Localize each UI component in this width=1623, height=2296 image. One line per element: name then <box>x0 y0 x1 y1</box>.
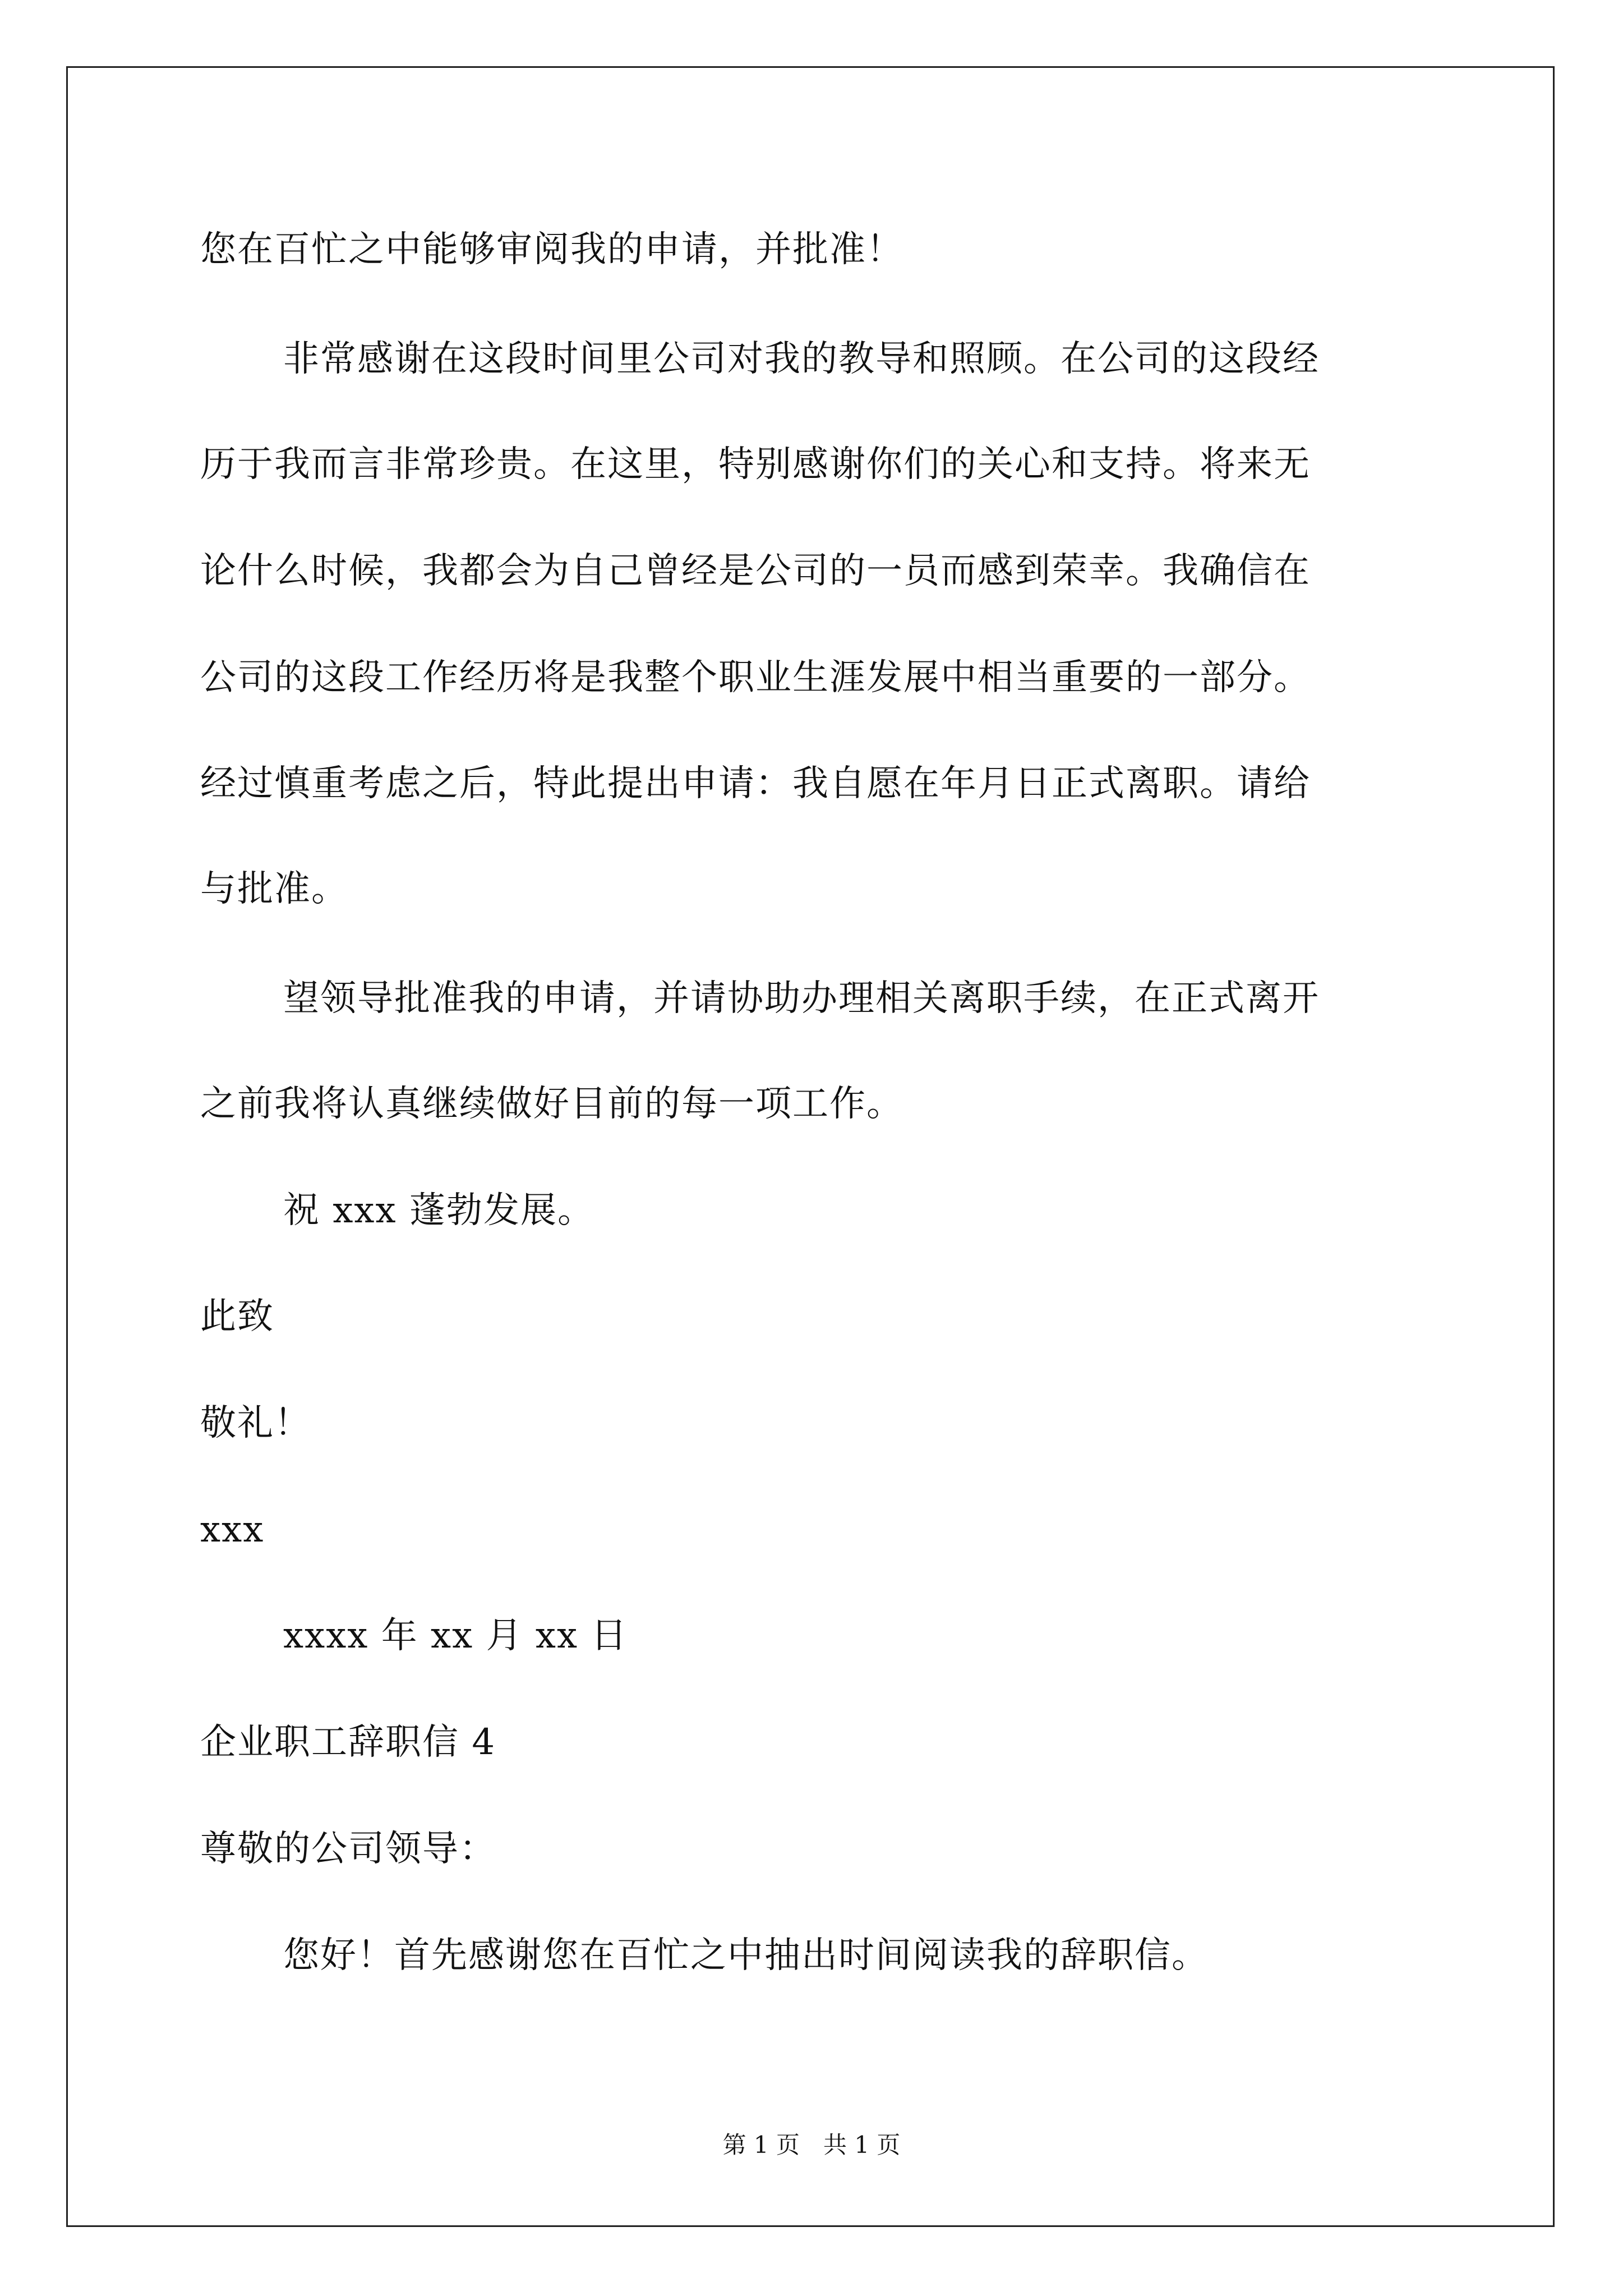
signature-name: xxx <box>200 1509 265 1550</box>
text-line: 您在百忙之中能够审阅我的申请，并批准！ <box>200 229 903 270</box>
text-line: 经过慎重考虑之后，特此提出申请：我自愿在年月日正式离职。请给 <box>200 763 1311 804</box>
paragraph-line: 望领导批准我的申请，并请协助办理相关离职手续，在正式离开 <box>283 978 1320 1019</box>
signature-date: xxxx 年 xx 月 xx 日 <box>283 1615 628 1657</box>
text-line: 公司的这段工作经历将是我整个职业生涯发展中相当重要的一部分。 <box>200 657 1311 698</box>
closing-wish: 祝 xxx 蓬勃发展。 <box>283 1190 594 1231</box>
text-line: 论什么时候，我都会为自己曾经是公司的一员而感到荣幸。我确信在 <box>200 550 1311 592</box>
paragraph-line: 您好！首先感谢您在百忙之中抽出时间阅读我的辞职信。 <box>283 1935 1209 1976</box>
paragraph-line: 非常感谢在这段时间里公司对我的教导和照顾。在公司的这段经 <box>283 338 1320 380</box>
salutation-line: 此致 <box>200 1296 274 1337</box>
page-footer: 第 1 页 共 1 页 <box>722 2131 901 2159</box>
text-line: 历于我而言非常珍贵。在这里，特别感谢你们的关心和支持。将来无 <box>200 444 1311 485</box>
page-border <box>66 66 1555 2227</box>
salutation-line: 敬礼！ <box>200 1402 311 1444</box>
text-line: 之前我将认真继续做好目前的每一项工作。 <box>200 1083 903 1125</box>
text-line: 与批准。 <box>200 868 348 910</box>
section-title: 企业职工辞职信 4 <box>200 1722 496 1763</box>
greeting-line: 尊敬的公司领导： <box>200 1828 496 1870</box>
